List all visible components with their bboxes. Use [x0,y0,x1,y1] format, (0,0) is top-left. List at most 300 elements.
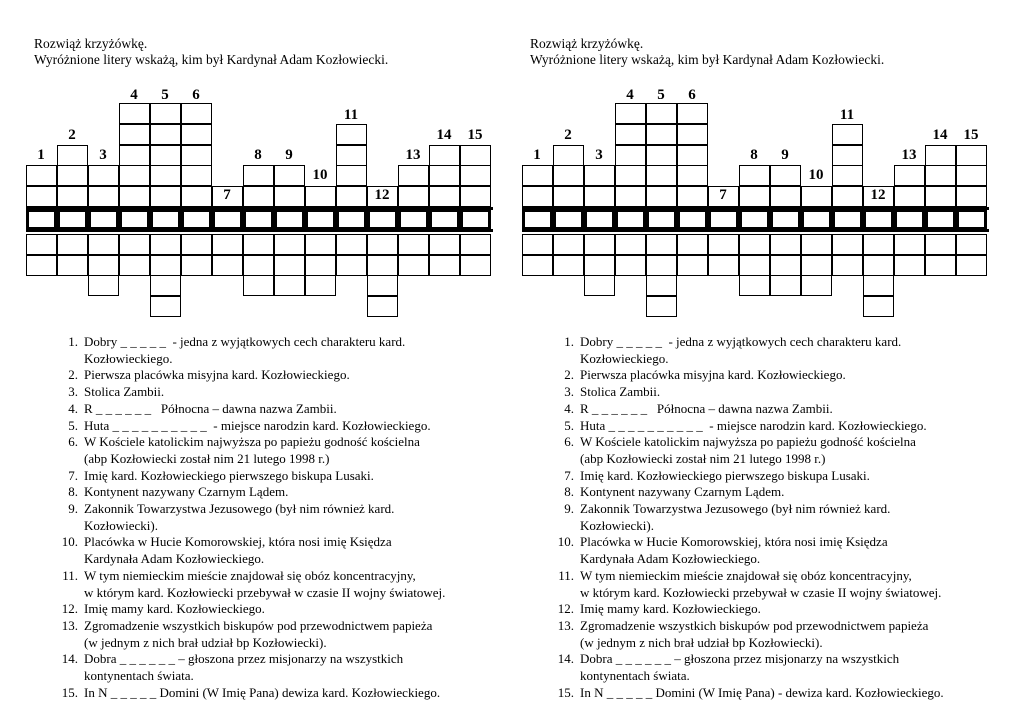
crossword-cell [367,296,398,317]
clue-item-number: 8. [68,484,78,500]
clue-item [532,484,1002,501]
clue-item [532,501,1002,518]
crossword-cell [119,145,150,166]
crossword-cell [677,165,708,186]
crossword-cell [305,275,336,296]
clue-item-number: 2. [564,367,574,383]
clue-item-number: 14. [61,651,78,667]
clue-number-2: 2 [68,127,76,143]
crossword-cell [88,275,119,296]
clue-number-13: 13 [901,147,917,163]
clue-item-text: Kontynent nazywany Czarnym Lądem. [580,484,785,500]
clue-number-12: 12 [870,187,886,203]
clue-number-15: 15 [467,127,483,143]
crossword-cell [801,255,832,276]
clue-number-4: 4 [130,87,138,103]
crossword-cell [57,165,88,186]
clue-item-number: 3. [564,384,574,400]
crossword-cell [119,124,150,145]
clue-item-text: w którym kard. Kozłowiecki przebywał w czasie II wojny światowej. [84,584,446,600]
worksheet-left [0,0,500,724]
crossword-cell [26,255,57,276]
clue-item [532,418,1002,435]
clue-number-12: 12 [374,187,390,203]
crossword-cell [832,145,863,166]
clue-item [532,468,1002,485]
clue-item-text: Zgromadzenie wszystkich biskupów pod przewodnictwem papieża [84,617,433,633]
clue-item-number: 10. [61,534,78,550]
crossword-cell [770,255,801,276]
clue-item-text: Placówka w Hucie Komorowskiej, która nosi imię Księdza [580,534,888,550]
crossword-cell [88,165,119,186]
crossword-cell [150,275,181,296]
crossword-cell [460,165,491,186]
crossword-cell [305,186,336,207]
crossword-cell [708,255,739,276]
worksheet-right [496,0,996,724]
clue-item-text: W Kościele katolickim najwyższa po papieżu godność kościelna [580,434,916,450]
clue-item-text: (w jednym z nich brał udział bp Kozłowiecki). [580,634,823,650]
crossword-cell [770,186,801,207]
clue-number-8: 8 [254,147,262,163]
clue-item [532,518,1002,535]
clue-number-1: 1 [533,147,541,163]
clue-item-text: Pierwsza placówka misyjna kard. Kozłowieckiego. [580,367,846,383]
clue-item-text: Zakonnik Towarzystwa Jezusowego (był nim również kard. [84,501,395,517]
clue-item [532,618,1002,635]
highlighted-cell [584,209,615,230]
crossword-cell [26,234,57,255]
clue-item-number [532,551,580,568]
crossword-cell [956,255,987,276]
clue-item-number: 10. [557,534,574,550]
crossword-cell [460,234,491,255]
crossword-cell [119,255,150,276]
crossword-cell [88,186,119,207]
crossword-cell [336,165,367,186]
crossword-cell [646,165,677,186]
crossword-cell [274,186,305,207]
crossword-cell [150,255,181,276]
crossword-cell [274,165,305,186]
clue-item-number: 11. [558,567,574,583]
clue-item-text: w którym kard. Kozłowiecki przebywał w czasie II wojny światowej. [580,584,942,600]
highlighted-cell [367,209,398,230]
crossword-cell [429,145,460,166]
crossword-cell [646,124,677,145]
clue-item-text: Huta _ _ _ _ _ _ _ _ _ _ - miejsce narodzin kard. Kozłowieckiego. [580,417,927,433]
crossword-cell [615,165,646,186]
clue-item [532,334,1002,351]
crossword-cell [150,186,181,207]
clue-item-text: In N _ _ _ _ _ Domini (W Imię Pana) - dewiza kard. Kozłowieckiego. [580,684,944,700]
highlighted-cell [274,209,305,230]
crossword-cell [367,234,398,255]
crossword-cell [429,165,460,186]
clue-item-number: 1. [564,334,574,349]
clue-number-14: 14 [436,127,452,143]
clue-item [532,568,1002,585]
clue-item [36,484,506,501]
intro-line-1: Rozwiąż krzyżówkę. [34,36,148,51]
clue-list [532,334,1002,701]
crossword-cell [646,103,677,124]
clue-number-6: 6 [688,87,696,103]
clue-item-text: (abp Kozłowiecki został nim 21 lutego 1998 r.) [580,450,826,466]
clue-item-text: W tym niemieckim mieście znajdował się obóz koncentracyjny, [84,567,416,583]
clue-item-text: Zgromadzenie wszystkich biskupów pod przewodnictwem papieża [580,617,929,633]
clue-item-number: 11. [62,567,78,583]
crossword-cell [522,165,553,186]
clue-item [36,367,506,384]
clue-item-text: Kardynała Adam Kozłowieckiego. [580,551,761,567]
crossword-cell [243,275,274,296]
highlighted-cell [832,209,863,230]
clue-item [36,334,506,351]
clue-number-13: 13 [405,147,421,163]
clue-item [532,401,1002,418]
crossword-grid [0,0,500,330]
clue-item-text: Dobra _ _ _ _ _ _ – głoszona przez misjonarzy na wszystkich [580,651,900,667]
crossword-cell [801,186,832,207]
clue-item-number: 9. [68,501,78,517]
crossword-cell [956,186,987,207]
crossword-cell [925,186,956,207]
clue-item [36,534,506,551]
crossword-cell [119,186,150,207]
clue-item [532,351,1002,368]
clue-item [36,451,506,468]
clue-item-text: Kardynała Adam Kozłowieckiego. [84,551,265,567]
clue-item [36,601,506,618]
clue-item-number [36,351,84,368]
crossword-cell [615,186,646,207]
clue-item [532,585,1002,602]
crossword-cell [801,234,832,255]
crossword-cell [119,165,150,186]
crossword-cell [832,234,863,255]
clue-item-number [532,451,580,468]
crossword-cell [336,186,367,207]
clue-number-8: 8 [750,147,758,163]
clue-number-10: 10 [808,167,824,183]
crossword-cell [646,186,677,207]
clue-item-number [532,585,580,602]
highlighted-cell [243,209,274,230]
clue-item-text: Stolica Zambii. [580,384,661,400]
clue-item-text: Zakonnik Towarzystwa Jezusowego (był nim również kard. [580,501,891,517]
clue-item-number: 5. [564,417,574,433]
clue-item [36,401,506,418]
highlighted-cell [863,209,894,230]
clue-number-9: 9 [781,147,789,163]
crossword-cell [801,275,832,296]
crossword-cell [429,255,460,276]
crossword-cell [57,234,88,255]
crossword-cell [367,255,398,276]
crossword-cell [150,296,181,317]
clue-item [36,551,506,568]
clue-item [532,685,1002,702]
highlighted-cell [26,209,57,230]
crossword-cell [150,165,181,186]
highlighted-cell [336,209,367,230]
clue-item-text: Dobra _ _ _ _ _ _ – głoszona przez misjonarzy na wszystkich [84,651,404,667]
crossword-cell [398,255,429,276]
clue-item [36,384,506,401]
crossword-cell [522,255,553,276]
crossword-cell [832,255,863,276]
crossword-cell [894,234,925,255]
clue-item-text: Kozłowieckiego. [580,350,669,366]
clue-item [36,568,506,585]
clue-item-number [532,518,580,535]
crossword-cell [677,103,708,124]
highlighted-cell [305,209,336,230]
clue-item-text: Dobry _ _ _ _ _ - jedna z wyjątkowych cech charakteru kard. [580,334,902,349]
crossword-cell [646,255,677,276]
crossword-cell [26,165,57,186]
crossword-cell [181,255,212,276]
crossword-cell [894,186,925,207]
clue-item-number: 7. [564,467,574,483]
crossword-cell [553,255,584,276]
crossword-grid [496,0,996,330]
intro-line-2: Wyróżnione litery wskażą, kim był Kardynał Adam Kozłowiecki. [34,52,389,67]
crossword-cell [336,234,367,255]
crossword-cell [646,234,677,255]
crossword-cell [894,255,925,276]
crossword-cell [460,255,491,276]
clue-item-number: 1. [68,334,78,349]
clue-number-5: 5 [161,87,169,103]
crossword-cell [150,145,181,166]
crossword-cell [677,234,708,255]
clue-item-text: W tym niemieckim mieście znajdował się obóz koncentracyjny, [580,567,912,583]
clue-item-number: 7. [68,467,78,483]
crossword-cell [584,275,615,296]
highlighted-cell [398,209,429,230]
crossword-cell [57,145,88,166]
crossword-cell [336,145,367,166]
crossword-cell [243,186,274,207]
crossword-cell [460,145,491,166]
crossword-cell [243,234,274,255]
clue-item [532,384,1002,401]
clue-item-number: 12. [557,601,574,617]
highlighted-cell [894,209,925,230]
crossword-cell [553,145,584,166]
clue-item-text: (w jednym z nich brał udział bp Kozłowiecki). [84,634,327,650]
crossword-cell [57,186,88,207]
clue-item-number [532,635,580,652]
crossword-cell [677,145,708,166]
crossword-cell [646,296,677,317]
clue-item-text: Imię kard. Kozłowieckiego pierwszego biskupa Lusaki. [84,467,374,483]
clue-item-number: 6. [68,434,78,450]
crossword-cell [770,234,801,255]
crossword-cell [615,255,646,276]
crossword-cell [739,255,770,276]
crossword-cell [894,165,925,186]
crossword-cell [181,124,212,145]
clue-item [36,351,506,368]
highlighted-cell [181,209,212,230]
crossword-cell [553,234,584,255]
clue-item-number: 4. [68,400,78,416]
clue-item-number [36,518,84,535]
clue-item [36,518,506,535]
crossword-cell [429,186,460,207]
crossword-cell [553,186,584,207]
clue-item-number [36,668,84,685]
highlighted-cell [739,209,770,230]
clue-number-2: 2 [564,127,572,143]
crossword-cell [584,165,615,186]
clue-item-text: Kozłowieckiego. [84,350,173,366]
clue-item-text: R _ _ _ _ _ _ Północna – dawna nazwa Zambii. [84,400,337,416]
highlighted-cell [801,209,832,230]
crossword-cell [274,234,305,255]
clue-item [532,434,1002,451]
clue-number-5: 5 [657,87,665,103]
highlighted-cell [646,209,677,230]
crossword-cell [770,275,801,296]
crossword-cell [181,186,212,207]
crossword-cell [243,255,274,276]
highlighted-cell [956,209,987,230]
clue-item [36,668,506,685]
crossword-cell [925,145,956,166]
clue-item [36,418,506,435]
clue-item-number: 8. [564,484,574,500]
clue-item-text: Huta _ _ _ _ _ _ _ _ _ _ - miejsce narodzin kard. Kozłowieckiego. [84,417,431,433]
clue-item [36,468,506,485]
crossword-cell [739,275,770,296]
crossword-cell [212,234,243,255]
crossword-cell [212,255,243,276]
clue-item-number: 5. [68,417,78,433]
clue-item-number [36,635,84,652]
crossword-cell [925,255,956,276]
crossword-cell [274,275,305,296]
clue-item-text: R _ _ _ _ _ _ Północna – dawna nazwa Zambii. [580,400,833,416]
crossword-cell [429,234,460,255]
crossword-cell [150,124,181,145]
highlighted-cell [770,209,801,230]
clue-number-14: 14 [932,127,948,143]
crossword-cell [553,165,584,186]
clue-item-number [36,585,84,602]
clue-number-11: 11 [343,107,359,123]
crossword-cell [243,165,274,186]
clue-number-3: 3 [595,147,603,163]
crossword-cell [584,186,615,207]
crossword-cell [956,234,987,255]
clue-item-number [36,551,84,568]
crossword-cell [615,124,646,145]
clue-item-text: Stolica Zambii. [84,384,165,400]
clue-item-text: Imię mamy kard. Kozłowieckiego. [84,601,265,617]
clue-number-9: 9 [285,147,293,163]
clue-item [532,367,1002,384]
highlighted-cell [429,209,460,230]
crossword-cell [119,103,150,124]
crossword-cell [150,103,181,124]
crossword-cell [274,255,305,276]
crossword-cell [119,234,150,255]
clue-item [532,451,1002,468]
clue-item-text: Pierwsza placówka misyjna kard. Kozłowieckiego. [84,367,350,383]
crossword-cell [398,234,429,255]
highlighted-cell [553,209,584,230]
crossword-cell [615,103,646,124]
crossword-cell [925,234,956,255]
crossword-cell [367,275,398,296]
clue-item-text: Kozłowiecki). [84,517,159,533]
highlighted-cell [677,209,708,230]
crossword-cell [739,186,770,207]
crossword-cell [832,124,863,145]
crossword-cell [460,186,491,207]
crossword-cell [181,234,212,255]
crossword-cell [584,234,615,255]
crossword-cell [336,255,367,276]
clue-item-text: Dobry _ _ _ _ _ - jedna z wyjątkowych cech charakteru kard. [84,334,406,349]
clue-number-7: 7 [719,187,727,203]
clue-item [532,635,1002,652]
crossword-cell [677,186,708,207]
crossword-cell [770,165,801,186]
highlighted-cell [57,209,88,230]
clue-item [36,618,506,635]
crossword-cell [150,234,181,255]
crossword-cell [677,255,708,276]
crossword-cell [863,255,894,276]
crossword-cell [305,255,336,276]
clue-number-4: 4 [626,87,634,103]
crossword-cell [739,234,770,255]
clue-item [36,635,506,652]
clue-item-number: 6. [564,434,574,450]
clue-item-number: 15. [557,684,574,700]
highlighted-cell [615,209,646,230]
highlighted-cell [88,209,119,230]
crossword-cell [646,275,677,296]
crossword-cell [832,186,863,207]
clue-number-1: 1 [37,147,45,163]
crossword-cell [181,145,212,166]
clue-item-number [532,351,580,368]
clue-item-number: 13. [61,617,78,633]
clue-item-number [532,668,580,685]
crossword-cell [925,165,956,186]
clue-number-10: 10 [312,167,328,183]
clue-item-text: Kontynent nazywany Czarnym Lądem. [84,484,289,500]
crossword-cell [863,275,894,296]
clue-number-15: 15 [963,127,979,143]
clue-item-number: 15. [61,684,78,700]
crossword-cell [832,165,863,186]
clue-item-number: 12. [61,601,78,617]
crossword-cell [88,234,119,255]
crossword-cell [522,186,553,207]
clue-item [532,668,1002,685]
clue-item-text: Kozłowiecki). [580,517,655,533]
clue-item-text: W Kościele katolickim najwyższa po papieżu godność kościelna [84,434,420,450]
clue-item [532,551,1002,568]
highlighted-cell [925,209,956,230]
